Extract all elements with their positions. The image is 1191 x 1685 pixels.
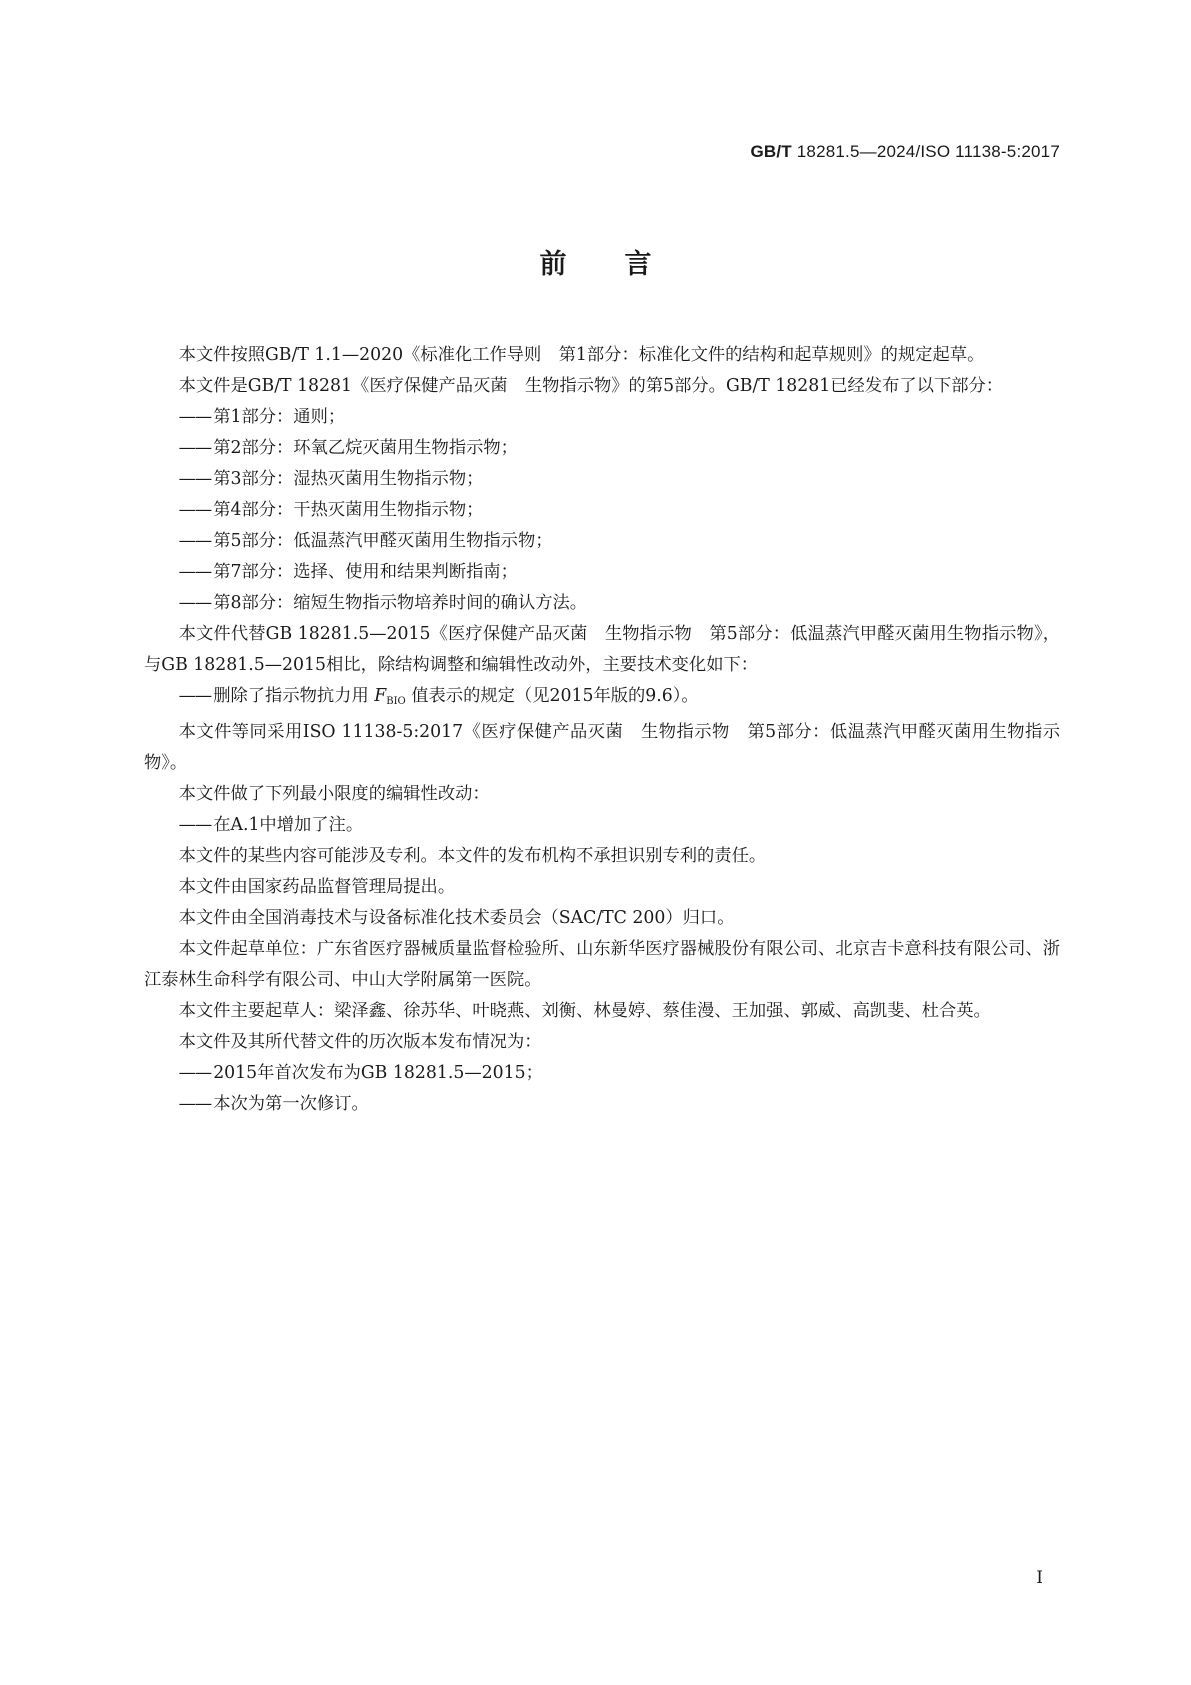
dash-mark: —— (178, 438, 212, 458)
drafting-units-paragraph: 本文件起草单位：广东省医疗器械质量监督检验所、山东新华医疗器械股份有限公司、北京吉卡意科技有限公司、浙江泰林生命科学有限公司、中山大学附属第一医院。 (144, 939, 1060, 990)
dash-mark: —— (178, 686, 212, 706)
dash-mark: —— (178, 1063, 212, 1083)
dash-mark: —— (178, 562, 212, 582)
editorial-change-item (144, 810, 1060, 841)
history-item (144, 1058, 1060, 1089)
dash-mark: —— (178, 593, 212, 613)
dash-mark: —— (178, 531, 212, 551)
list-item (144, 433, 1060, 464)
dash-mark: —— (178, 407, 212, 427)
f-subscript: BIO (386, 696, 406, 707)
foreword-body (144, 340, 1060, 1120)
standard-code-prefix: GB/T (750, 142, 792, 161)
page-number: I (1036, 1568, 1043, 1588)
list-item-text: 在A.1中增加了注。 (213, 815, 364, 835)
committee-paragraph: 本文件由全国消毒技术与设备标准化技术委员会（SAC/TC 200）归口。 (178, 908, 735, 928)
replacement-paragraph: 本文件代替GB 18281.5—2015《医疗保健产品灭菌 生物指示物 第5部分：低温蒸汽甲醛灭菌用生物指示物》，与GB 18281.5—2015相比，除结构调整和编辑性改动外，主要技术变化如下： (144, 624, 1060, 675)
list-item (144, 402, 1060, 433)
list-item-text: 第4部分：干热灭菌用生物指示物； (213, 500, 484, 520)
list-item-text: 第5部分：低温蒸汽甲醛灭菌用生物指示物； (213, 531, 553, 551)
proposer-paragraph: 本文件由国家药品监督管理局提出。 (178, 877, 456, 897)
dash-mark: —— (178, 815, 212, 835)
history-item (144, 1089, 1060, 1120)
list-item-text: 2015年首次发布为GB 18281.5—2015； (213, 1063, 543, 1083)
series-intro-paragraph: 本文件是GB/T 18281《医疗保健产品灭菌 生物指示物》的第5部分。GB/T 18281已经发布了以下部分： (178, 376, 1004, 396)
dash-mark: —— (178, 500, 212, 520)
list-item-text: 第2部分：环氧乙烷灭菌用生物指示物； (213, 438, 518, 458)
list-item (144, 557, 1060, 588)
change-text-prefix: 删除了指示物抗力用 (213, 686, 369, 706)
page-title: 前言 (539, 249, 710, 280)
list-item (144, 588, 1060, 619)
change-text-suffix: 值表示的规定（见2015年版的9.6）。 (411, 686, 699, 706)
list-item-text: 第7部分：选择、使用和结果判断指南； (213, 562, 518, 582)
list-item (144, 495, 1060, 526)
list-item-text: 本次为第一次修订。 (213, 1094, 369, 1114)
standard-code-header (750, 142, 1060, 162)
f-variable: F (374, 686, 387, 706)
dash-mark: —— (178, 1094, 212, 1114)
list-item (144, 526, 1060, 557)
drafting-rules-paragraph: 本文件按照GB/T 1.1—2020《标准化工作导则 第1部分：标准化文件的结构和起草规则》的规定起草。 (178, 345, 985, 365)
list-item-text: 第3部分：湿热灭菌用生物指示物； (213, 469, 484, 489)
list-item (144, 464, 1060, 495)
dash-mark: —— (178, 469, 212, 489)
list-item-text: 第1部分：通则； (213, 407, 346, 427)
history-intro-paragraph: 本文件及其所代替文件的历次版本发布情况为： (178, 1032, 542, 1052)
standard-code-number: 18281.5—2024/ISO 11138-5:2017 (791, 142, 1060, 161)
editorial-changes-paragraph: 本文件做了下列最小限度的编辑性改动： (178, 784, 490, 804)
technical-change-item (144, 681, 1060, 717)
list-item-text: 第8部分：缩短生物指示物培养时间的确认方法。 (213, 593, 588, 613)
patent-paragraph: 本文件的某些内容可能涉及专利。本文件的发布机构不承担识别专利的责任。 (178, 846, 767, 866)
drafters-paragraph: 本文件主要起草人：梁泽鑫、徐苏华、叶晓燕、刘衡、林曼婷、蔡佳漫、王加强、郭威、高凯斐、杜合英。 (178, 1001, 991, 1021)
adoption-paragraph: 本文件等同采用ISO 11138-5:2017《医疗保健产品灭菌 生物指示物 第5部分：低温蒸汽甲醛灭菌用生物指示物》。 (144, 722, 1060, 773)
